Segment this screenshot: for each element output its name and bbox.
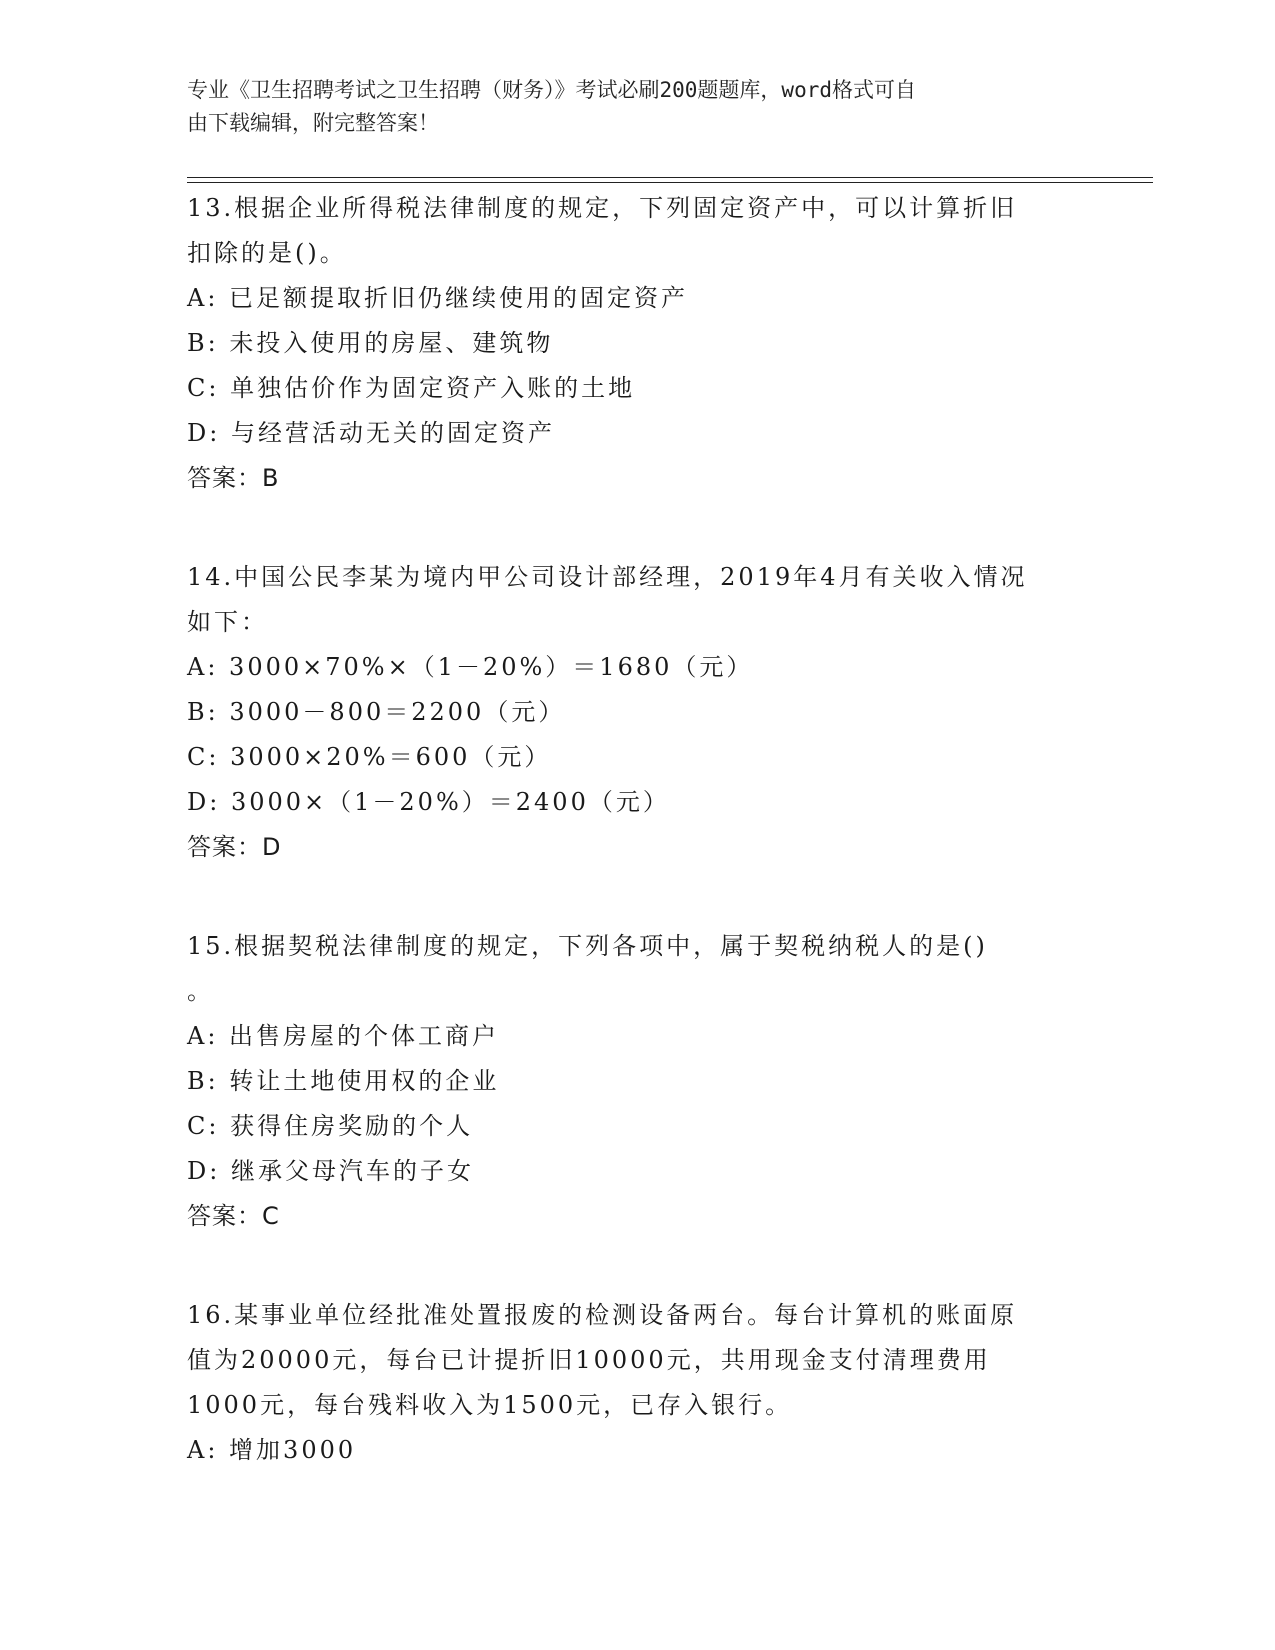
question-stem: 。 xyxy=(187,977,214,1005)
option-b: B: 3000－800＝2200（元） xyxy=(187,698,566,726)
question-stem: 如下： xyxy=(187,608,268,636)
option-c: C: 3000×20%＝600（元） xyxy=(187,743,552,771)
question-14 xyxy=(187,555,1087,870)
question-16 xyxy=(187,1293,1087,1473)
question-13 xyxy=(187,186,1087,501)
header-line-1: 专业《卫生招聘考试之卫生招聘（财务）》考试必刷200题题库，word格式可自 xyxy=(187,78,916,102)
option-a: A: 已足额提取折旧仍继续使用的固定资产 xyxy=(187,284,689,312)
question-stem: 13.根据企业所得税法律制度的规定，下列固定资产中，可以计算折旧 xyxy=(187,194,1018,222)
question-stem: 值为20000元，每台已计提折旧10000元，共用现金支付清理费用 xyxy=(187,1346,991,1374)
header-rule-bottom xyxy=(187,182,1153,183)
question-stem: 1000元，每台残料收入为1500元，已存入银行。 xyxy=(187,1391,793,1419)
document-header xyxy=(187,74,1067,140)
option-a: A: 3000×70%×（1－20%）＝1680（元） xyxy=(187,653,754,681)
question-stem: 14.中国公民李某为境内甲公司设计部经理，2019年4月有关收入情况 xyxy=(187,563,1028,591)
option-a: A: 增加3000 xyxy=(187,1436,357,1464)
option-d: D: 与经营活动无关的固定资产 xyxy=(187,419,555,447)
answer: 答案：B xyxy=(187,464,280,492)
option-c: C: 单独估价作为固定资产入账的土地 xyxy=(187,374,636,402)
question-stem: 16.某事业单位经批准处置报废的检测设备两台。每台计算机的账面原 xyxy=(187,1301,1018,1329)
answer: 答案：C xyxy=(187,1202,280,1230)
option-a: A: 出售房屋的个体工商户 xyxy=(187,1022,500,1050)
option-c: C: 获得住房奖励的个人 xyxy=(187,1112,474,1140)
question-list xyxy=(187,186,1087,1527)
question-stem: 扣除的是()。 xyxy=(187,239,347,267)
answer: 答案：D xyxy=(187,833,282,861)
option-b: B: 转让土地使用权的企业 xyxy=(187,1067,500,1095)
option-b: B: 未投入使用的房屋、建筑物 xyxy=(187,329,554,357)
option-d: D: 继承父母汽车的子女 xyxy=(187,1157,474,1185)
question-stem: 15.根据契税法律制度的规定，下列各项中，属于契税纳税人的是() xyxy=(187,932,988,960)
header-rule-top xyxy=(187,177,1153,178)
question-15 xyxy=(187,924,1087,1239)
header-line-2: 由下载编辑，附完整答案！ xyxy=(187,111,439,135)
option-d: D: 3000×（1－20%）＝2400（元） xyxy=(187,788,670,816)
